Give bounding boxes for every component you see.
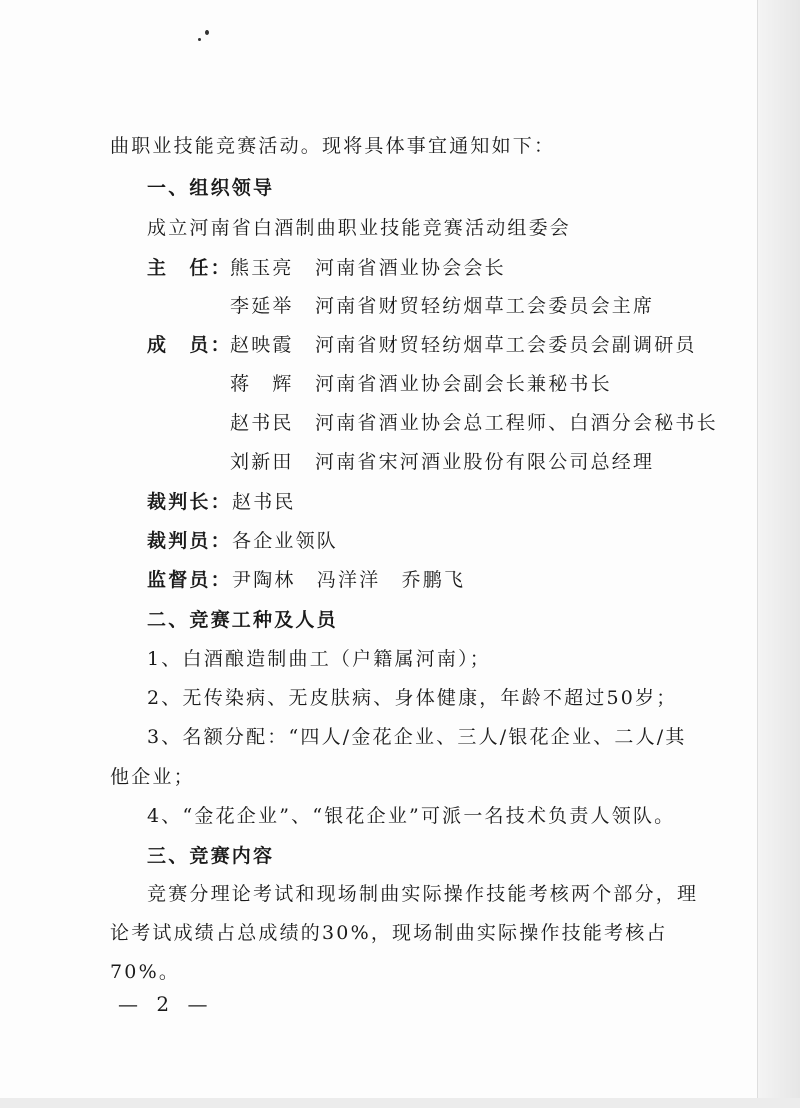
director-name: 熊玉亮: [230, 257, 294, 279]
section2-item: 2、无传染病、无皮肤病、身体健康，年龄不超过50岁；: [147, 687, 678, 709]
section3-heading: 三、竞赛内容: [147, 845, 275, 867]
member-name: 刘新田: [230, 451, 294, 473]
section2-item: 4、“金花企业”、“银花企业”可派一名技术负责人领队。: [147, 805, 676, 827]
section2-item-continuation: 他企业；: [110, 766, 195, 788]
member-name: 赵书民: [230, 412, 294, 434]
director-name: 李延举: [230, 295, 294, 317]
member-title: 河南省财贸轻纺烟草工会委员会副调研员: [315, 334, 697, 356]
section2-item: 1、白酒酿造制曲工（户籍属河南）；: [147, 648, 491, 670]
section3-paragraph-line: 论考试成绩占总成绩的30%，现场制曲实际操作技能考核占: [110, 922, 668, 944]
member-title: 河南省酒业协会副会长兼秘书长: [315, 373, 612, 395]
members-label: 成 员：: [147, 334, 232, 356]
supervisors-label: 监督员：: [147, 569, 232, 591]
member-title: 河南省宋河酒业股份有限公司总经理: [315, 451, 655, 473]
member-name: 蒋 辉: [230, 373, 294, 395]
section3-paragraph-line: 70%。: [110, 961, 181, 983]
intro-continuation: 曲职业技能竞赛活动。现将具体事宜通知如下：: [110, 135, 556, 157]
member-title: 河南省酒业协会总工程师、白酒分会秘书长: [315, 412, 718, 434]
section2-item: 3、名额分配：“四人/金花企业、三人/银花企业、二人/其: [147, 726, 687, 748]
section1-heading: 一、组织领导: [147, 177, 275, 199]
scan-speck: [205, 30, 209, 35]
director-label: 主 任：: [147, 257, 232, 279]
scan-edge-bottom: [0, 1098, 800, 1108]
director-title: 河南省酒业协会会长: [315, 257, 506, 279]
section3-paragraph-line: 竞赛分理论考试和现场制曲实际操作技能考核两个部分，理: [147, 883, 699, 905]
page-number: — 2 —: [118, 992, 214, 1016]
chief-judge-name: 赵书民: [232, 491, 296, 513]
member-name: 赵映霞: [230, 334, 294, 356]
chief-judge-label: 裁判长：: [147, 491, 232, 513]
section2-heading: 二、竞赛工种及人员: [147, 609, 338, 631]
director-title: 河南省财贸轻纺烟草工会委员会主席: [315, 295, 655, 317]
scan-edge-right: [757, 0, 800, 1108]
committee-established: 成立河南省白酒制曲职业技能竞赛活动组委会: [147, 217, 572, 239]
judges-value: 各企业领队: [232, 530, 339, 552]
supervisors-value: 尹陶林 冯洋洋 乔鹏飞: [232, 569, 466, 591]
scan-speck: [198, 38, 201, 41]
judges-label: 裁判员：: [147, 530, 232, 552]
